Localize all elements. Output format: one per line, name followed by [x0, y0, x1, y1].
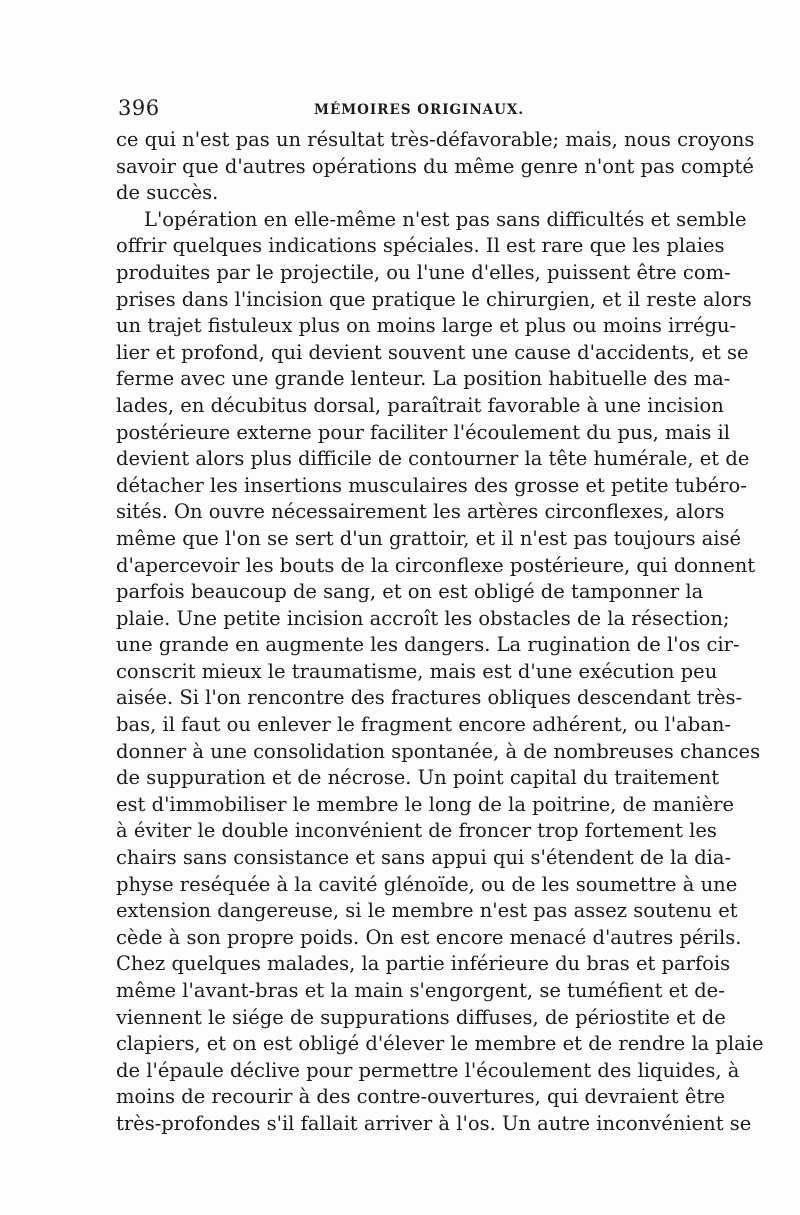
text-line: viennent le siége de suppurations diffuses, de périostite et de: [116, 1005, 726, 1029]
body-text: [116, 127, 764, 1138]
text-line: aisée. Si l'on rencontre des fractures obliques descendant très-: [116, 686, 743, 710]
text-line: donner à une consolidation spontanée, à de nombreuses chances: [116, 739, 761, 763]
text-line: bas, il faut ou enlever le fragment encore adhérent, ou l'aban-: [116, 713, 731, 737]
text-line: de suppuration et de nécrose. Un point capital du traitement: [116, 766, 720, 790]
text-line: ce qui n'est pas un résultat très-défavorable; mais, nous croyons: [116, 128, 755, 151]
text-line: devient alors plus difficile de contourner la tête humérale, et de: [116, 447, 750, 471]
text-line: sités. On ouvre nécessairement les artères circonflexes, alors: [116, 500, 725, 524]
text-line: de succès.: [116, 181, 219, 205]
text-line: postérieure externe pour faciliter l'écoulement du pus, mais il: [116, 420, 731, 444]
page-header: [118, 96, 684, 126]
text-line: une grande en augmente les dangers. La rugination de l'os cir-: [116, 633, 740, 657]
text-line: même que l'on se sert d'un grattoir, et il n'est pas toujours aisé: [116, 526, 742, 550]
text-line: est d'immobiliser le membre le long de la poitrine, de manière: [116, 792, 735, 816]
text-line: physe reséquée à la cavité glénoïde, ou de les soumettre à une: [116, 872, 738, 896]
text-line: lades, en décubitus dorsal, paraîtrait favorable à une incision: [116, 393, 724, 417]
text-line: chairs sans consistance et sans appui qui s'étendent de la dia-: [116, 846, 732, 870]
text-line: très-profondes s'il fallait arriver à l'os. Un autre inconvénient se: [116, 1111, 752, 1135]
text-line: extension dangereuse, si le membre n'est pas assez soutenu et: [116, 899, 738, 923]
text-line: plaie. Une petite incision accroît les obstacles de la résection;: [116, 606, 730, 630]
text-line: cède à son propre poids. On est encore menacé d'autres périls.: [116, 925, 742, 949]
text-line: savoir que d'autres opérations du même genre n'ont pas compté: [116, 154, 754, 178]
text-line: de l'épaule déclive pour permettre l'écoulement des liquides, à: [116, 1058, 740, 1082]
text-line: un trajet fistuleux plus on moins large et plus ou moins irrégu-: [116, 314, 737, 338]
text-line: moins de recourir à des contre-ouvertures, qui devraient être: [116, 1085, 726, 1109]
text-line: parfois beaucoup de sang, et on est obligé de tamponner la: [116, 580, 704, 604]
text-line: même l'avant-bras et la main s'engorgent, se tuméfient et de-: [116, 979, 725, 1002]
text-line: offrir quelques indications spéciales. Il est rare que les plaies: [116, 234, 725, 258]
text-line: d'apercevoir les bouts de la circonflexe postérieure, qui donnent: [116, 553, 756, 577]
text-line: L'opération en elle-même n'est pas sans difficultés et semble: [144, 207, 747, 231]
text-line: lier et profond, qui devient souvent une cause d'accidents, et se: [116, 340, 749, 364]
text-line: clapiers, et on est obligé d'élever le membre et de rendre la plaie: [116, 1032, 764, 1056]
text-line: ferme avec une grande lenteur. La position habituelle des ma-: [116, 367, 731, 391]
page-number: 396: [118, 96, 160, 120]
running-head: MÉMOIRES ORIGINAUX.: [314, 102, 525, 118]
text-line: Chez quelques malades, la partie inférieure du bras et parfois: [116, 952, 731, 976]
text-line: à éviter le double inconvénient de froncer trop fortement les: [116, 819, 717, 843]
text-line: détacher les insertions musculaires des grosse et petite tubéro-: [116, 473, 747, 497]
text-line: prises dans l'incision que pratique le chirurgien, et il reste alors: [116, 287, 752, 311]
text-line: produites par le projectile, ou l'une d'elles, puissent être com-: [116, 260, 731, 284]
text-line: conscrit mieux le traumatisme, mais est d'une exécution peu: [116, 659, 718, 683]
